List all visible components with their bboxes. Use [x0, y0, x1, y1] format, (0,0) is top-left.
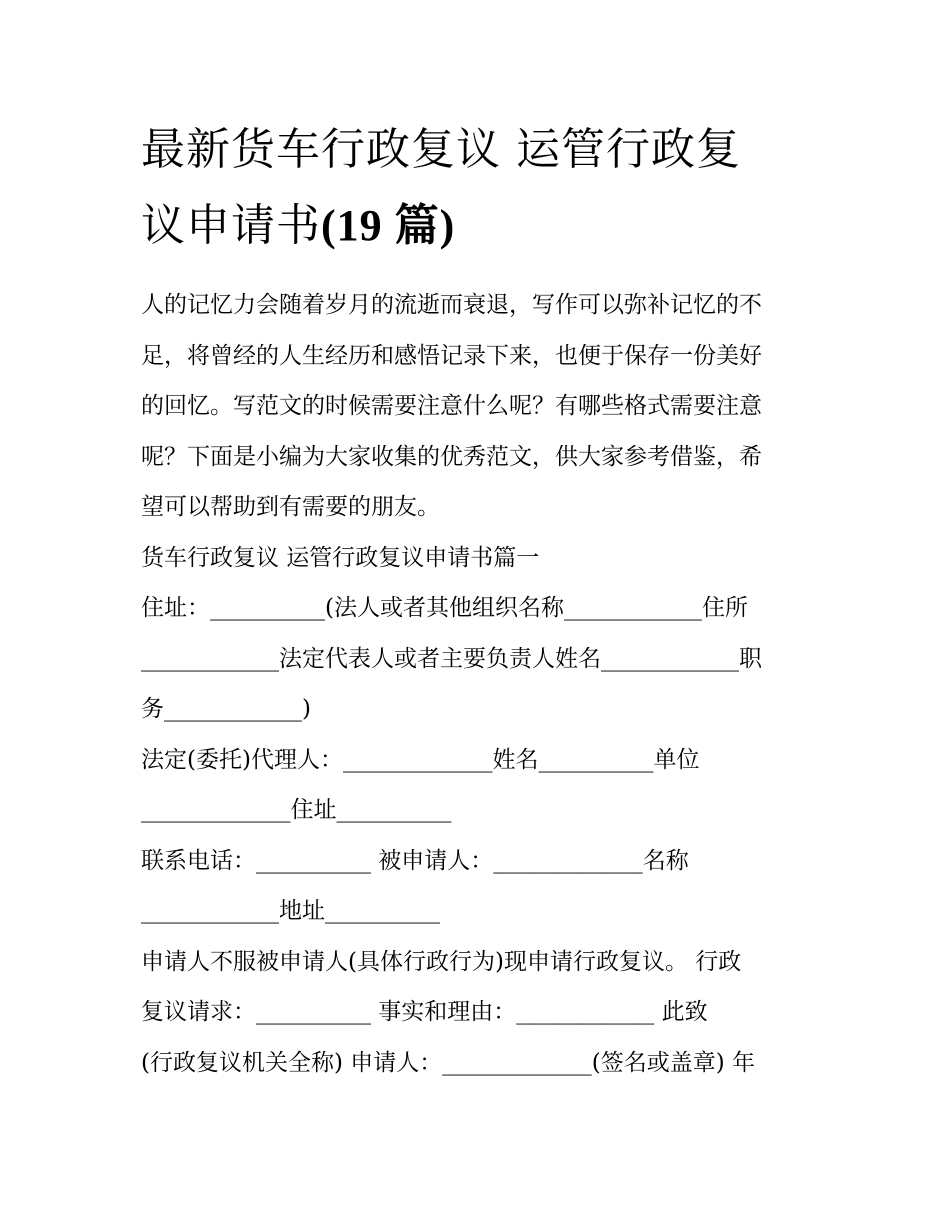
document-title [141, 112, 813, 264]
form-line: 联系电话：__________ 被申请人：_____________名称 [141, 847, 689, 874]
form-line: (行政复议机关全称) 申请人：_____________(签名或盖章) 年 [141, 1049, 756, 1076]
title-count: (19 篇) [321, 201, 456, 250]
application-form-text [141, 583, 813, 1088]
form-line: 复议请求：__________ 事实和理由：____________ 此致 [141, 999, 708, 1025]
title-line-1: 最新货车行政复议 运管行政复 [141, 124, 741, 175]
form-line: 住址：__________(法人或者其他组织名称____________住所 [141, 595, 748, 621]
form-line: 务____________) [141, 696, 311, 722]
intro-line: 的回忆。写范文的时候需要注意什么呢？有哪些格式需要注意 [141, 393, 762, 419]
intro-paragraph [141, 280, 813, 533]
title-line-2: 议申请书 [141, 200, 321, 251]
intro-line: 人的记忆力会随着岁月的流逝而衰退，写作可以弥补记忆的不 [141, 292, 762, 318]
intro-line: 望可以帮助到有需要的朋友。 [141, 494, 440, 520]
form-line: 法定(委托)代理人：_____________姓名__________单位 [141, 746, 700, 773]
document-page [141, 112, 813, 1088]
form-line: _____________住址__________ [141, 797, 452, 823]
intro-line: 呢？下面是小编为大家收集的优秀范文，供大家参考借鉴，希 [141, 443, 762, 470]
intro-line: 足，将曾经的人生经历和感悟记录下来，也便于保存一份美好 [141, 342, 762, 369]
form-line: 申请人不服被申请人(具体行政行为)现申请行政复议。 行政 [141, 948, 742, 975]
form-line: ____________法定代表人或者主要负责人姓名____________职 [141, 645, 762, 672]
section-heading: 货车行政复议 运管行政复议申请书篇一 [141, 544, 540, 571]
form-line: ____________地址__________ [141, 898, 440, 924]
